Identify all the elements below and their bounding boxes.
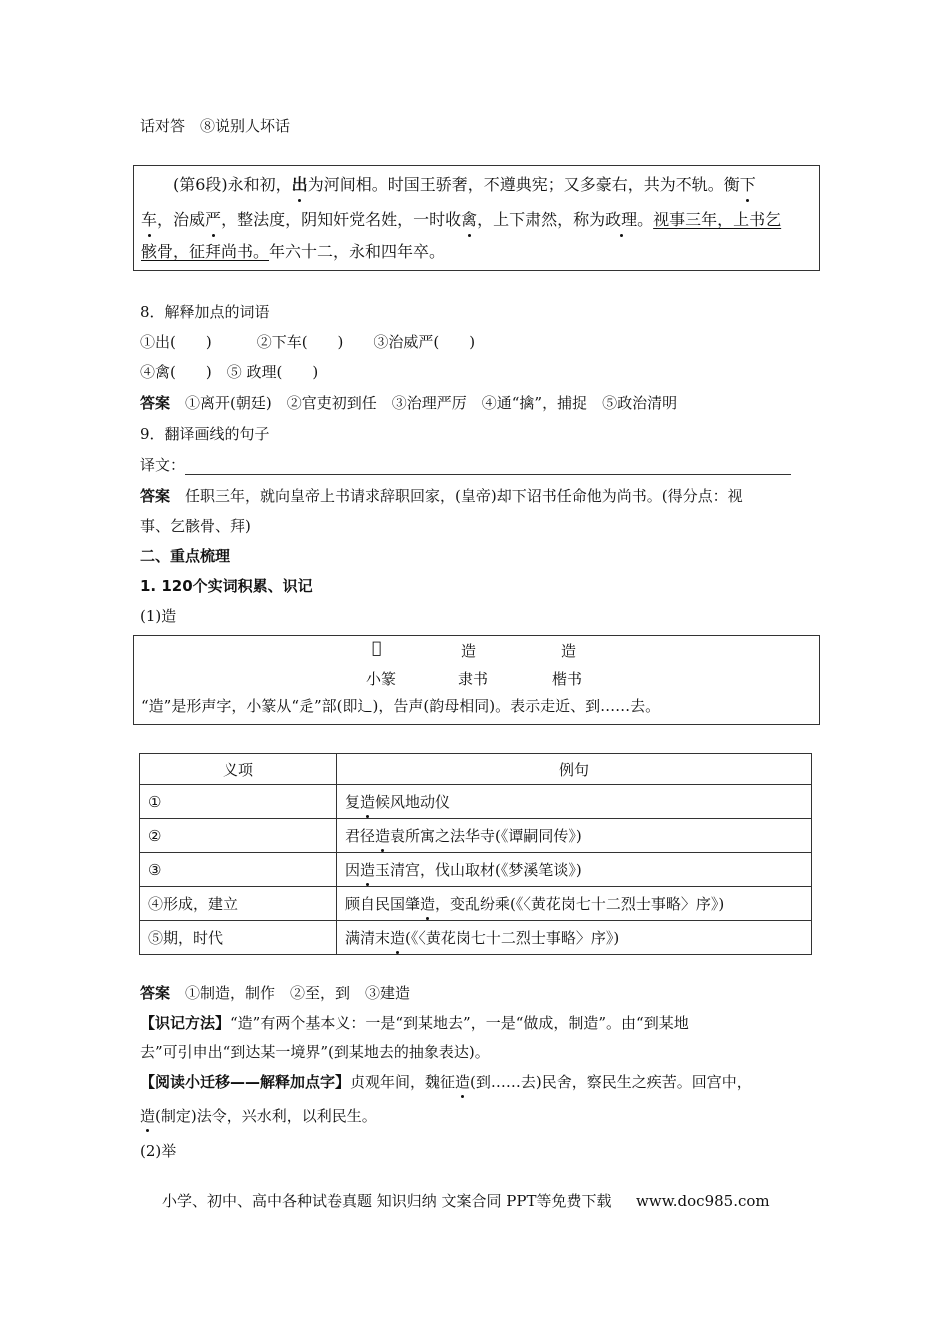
dotted-word: 造 [360, 861, 376, 879]
table-row [140, 785, 812, 819]
character-explanation: “造”是形声字，小篆从“辵”部(即⻌)，告声(韵母相同)。表示走近、到……去。 [141, 697, 661, 715]
passage-line-1 [173, 174, 756, 196]
table-row [140, 819, 812, 853]
dotted-word: 严 [205, 210, 222, 229]
translation-blank[interactable] [185, 460, 791, 475]
memory-method-line-1 [140, 1013, 689, 1033]
example-cell [337, 819, 812, 853]
dotted-word: 造 [455, 1073, 471, 1091]
example-cell [337, 853, 812, 887]
meaning-cell: ③ [140, 853, 337, 887]
passage-text: (第6段)永和初， [173, 175, 292, 194]
passage-line-2 [141, 209, 781, 231]
section-title: 二、重点梳理 [140, 547, 231, 565]
q9-title: 9．翻译画线的句子 [140, 425, 270, 443]
continued-text: 话对答 ⑧说别人坏话 [140, 117, 291, 135]
table-row [140, 887, 812, 921]
memory-method-text: “造”有两个基本义：一是“到某地去”，一是“做成，制造”。由“到某地 [230, 1014, 689, 1032]
meaning-cell: ① [140, 785, 337, 819]
table-row [140, 921, 812, 955]
regular-script-glyph: 造 [561, 642, 577, 660]
meaning-cell: ④形成，建立 [140, 887, 337, 921]
translation-prompt: 译文： [140, 456, 186, 474]
example-cell [337, 921, 812, 955]
seal-script-glyph: 𨐋 [372, 638, 382, 657]
passage-text: 为河间相。时国王骄奢，不遵典宪；又多豪右，共为不轨。衡 [307, 175, 740, 194]
underlined-sentence: 视事三年，上书乞 [653, 210, 782, 229]
dotted-word: 下 [739, 175, 756, 194]
regular-script-label: 楷书 [552, 670, 583, 688]
underlined-sentence: 骸骨，征拜尚书。 [141, 242, 270, 261]
q8-answer [140, 393, 677, 413]
dotted-word: 车 [141, 210, 158, 229]
q9-answer-line-2: 事、乞骸骨、拜) [140, 517, 251, 535]
q9-answer-line-1 [140, 486, 743, 506]
example-text: 因 [345, 861, 361, 879]
example-cell [337, 785, 812, 819]
dotted-word: 出 [291, 175, 308, 194]
example-text: 顾自民国肇 [345, 895, 421, 913]
memory-method-line-2: 去”可引申出“到达某一境界”(到某地去的抽象表达)。 [140, 1043, 490, 1061]
meaning-cell: ⑤期，时代 [140, 921, 337, 955]
example-text: ，变乱纷乘(《〈黄花岗七十二烈士事略〉序》) [435, 895, 725, 913]
passage-text: 治威 [173, 210, 206, 229]
example-text: 袁所寓之法华寺(《谭嗣同传》) [390, 827, 582, 845]
answer-text: 任职三年，就向皇帝上书请求辞职回家，(皇帝)却下诏书任命他为尚书。(得分点：视 [185, 487, 743, 505]
table-header-row [140, 754, 812, 785]
memory-method-label: 【识记方法】 [140, 1014, 231, 1032]
passage-text: 年六十二，永和四年卒。 [269, 242, 446, 261]
seal-script-label: 小篆 [366, 670, 397, 688]
passage-text: 。 [637, 210, 654, 229]
reading-transfer-line-1 [140, 1072, 752, 1092]
example-text: (《〈黄花岗七十二烈士事略〉序》) [405, 929, 620, 947]
subsection-title: 1. 120个实词积累、识记 [140, 577, 313, 595]
answer-label: 答案 [140, 984, 171, 1002]
passage-text: ，整法度，阴知奸党名姓，一时收 [221, 210, 462, 229]
reading-text: (制定)法令，兴水利，以利民生。 [155, 1107, 377, 1125]
example-text: 复 [345, 793, 361, 811]
passage-text: ，上下肃然，称为 [477, 210, 606, 229]
table-answer [140, 983, 410, 1003]
dotted-word: 造 [390, 929, 406, 947]
reading-text: (到……去)民舍，察民生之疾苦。回宫中， [470, 1073, 752, 1091]
answer-text: ①制造，制作 ②至，到 ③建造 [185, 984, 411, 1002]
passage-line-3 [141, 241, 445, 263]
example-text: 满清末 [345, 929, 391, 947]
answer-label: 答案 [140, 394, 171, 412]
q8-title: 8．解释加点的词语 [140, 303, 270, 321]
q8-row-2: ④禽( ) ⑤ 政理( ) [140, 363, 319, 381]
answer-label: 答案 [140, 487, 171, 505]
q9-translation [140, 455, 791, 475]
clerical-script-label: 隶书 [458, 670, 489, 688]
table-row [140, 853, 812, 887]
q8-row-1: ①出( ) ②下车( ) ③治威严( ) [140, 333, 476, 351]
reading-text: 贞观年间，魏征 [350, 1073, 456, 1091]
item-title: (1)造 [140, 607, 177, 625]
table-header: 义项 [140, 754, 337, 785]
dotted-word: 造 [140, 1107, 156, 1125]
meaning-cell: ② [140, 819, 337, 853]
example-text: 玉清宫，伐山取材(《梦溪笔谈》) [375, 861, 582, 879]
dotted-word: 禽 [461, 210, 478, 229]
example-cell [337, 887, 812, 921]
clerical-script-glyph: 造 [461, 642, 477, 660]
answer-text: ①离开(朝廷) ②官吏初到任 ③治理严厉 ④通“擒”，捕捉 ⑤政治清明 [185, 394, 678, 412]
dotted-word: 造 [360, 793, 376, 811]
dotted-word: 造 [420, 895, 436, 913]
table-header: 例句 [337, 754, 812, 785]
meanings-table [139, 753, 812, 955]
reading-transfer-line-2 [140, 1106, 377, 1126]
passage-text: ， [157, 210, 174, 229]
item-title: (2)举 [140, 1142, 177, 1160]
dotted-word: 政理 [605, 210, 638, 229]
example-text: 候风地动仪 [375, 793, 451, 811]
example-text: 君径 [345, 827, 376, 845]
dotted-word: 造 [375, 827, 391, 845]
reading-transfer-label: 【阅读小迁移——解释加点字】 [140, 1073, 351, 1091]
page-footer: 小学、初中、高中各种试卷真题 知识归纳 文案合同 PPT等免费下载 www.doc985.com [162, 1192, 770, 1210]
